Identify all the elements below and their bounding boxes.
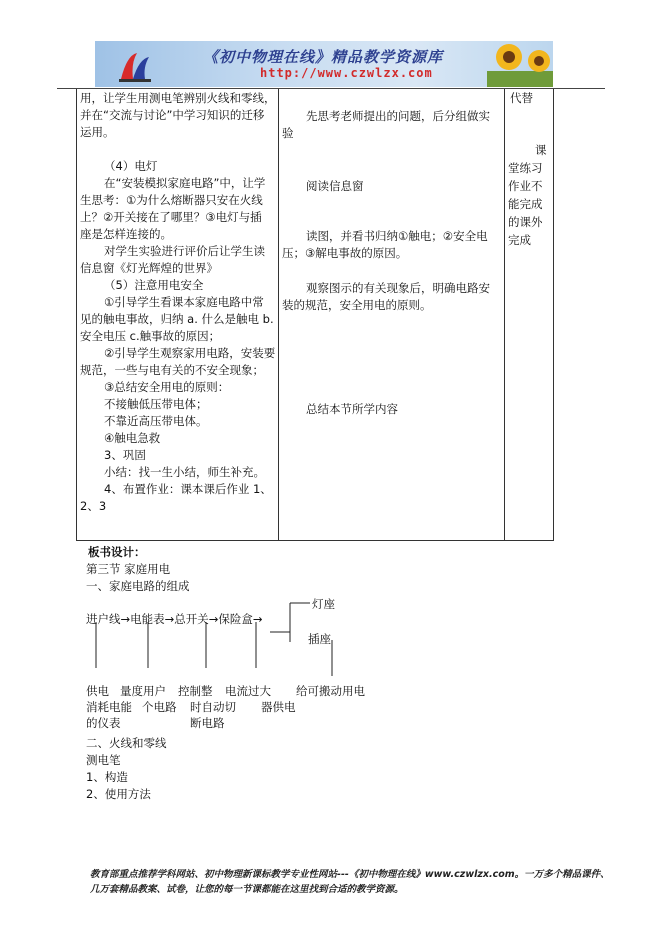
text-line: 2、3 [80, 499, 107, 513]
desc-line: 量度用户 [120, 684, 166, 698]
teacher-activity-cell [80, 90, 276, 515]
blank-line [80, 141, 276, 158]
text-line: 生思考：①为什么熔断器只安在火线 [80, 193, 263, 207]
footer-line: 几万套精品教案、试卷，让您的每一节课都能在这里找到合适的教学资源。 [90, 884, 404, 895]
text-line: 读图，并看书归纳①触电；②安全电 [306, 229, 488, 243]
desc-line: 个电路 [142, 700, 177, 714]
text-line: （5）注意用电安全 [104, 278, 204, 292]
text-line: ③总结安全用电的原则： [104, 380, 230, 394]
text-line: 不靠近高压带电体。 [104, 414, 208, 428]
text-line: 课 [535, 143, 547, 157]
text-line: 上？②开关接在了哪里？③电灯与插 [80, 210, 262, 224]
text-line: 运用。 [80, 125, 115, 139]
part2-heading: 二、火线和零线 [86, 736, 167, 750]
table-border-col2 [278, 89, 279, 541]
text-line: 先思考老师提出的问题，后分组做实 [306, 109, 490, 123]
desc-line: 断电路 [190, 716, 225, 730]
text-line: 3、巩固 [104, 448, 146, 462]
branch-lamp-socket: 灯座 [312, 597, 335, 611]
text-line: 作业不 [508, 179, 543, 193]
desc-line: 给可搬动用电 [296, 684, 365, 698]
text-line: 并在“交流与讨论”中学习知识的迁移 [80, 108, 265, 122]
header-divider [57, 88, 605, 89]
text-line: 阅读信息窗 [306, 179, 364, 193]
text-line: ②引导学生观察家用电路，安装要 [104, 346, 276, 360]
text-line: 在“安装模拟家庭电路”中，让学 [104, 176, 266, 190]
text-line: 见的触电事故，归纳 a. 什么是触电 b. [80, 312, 274, 326]
desc-line: 器供电 [261, 700, 296, 714]
text-line: 对学生实验进行评价后让学生读 [104, 244, 265, 258]
part1-heading: 一、家庭电路的组成 [86, 579, 190, 593]
table-border-col3 [504, 89, 505, 541]
text-line: 不接触低压带电体； [104, 397, 208, 411]
text-line: 的课外 [508, 215, 543, 229]
section-title: 第三节 家庭用电 [86, 562, 171, 576]
page-footer [90, 867, 610, 897]
desc-portable [296, 683, 365, 699]
banner-title: 《初中物理在线》精品教学资源库 [203, 48, 444, 66]
site-logo-icon [117, 49, 153, 83]
footer-line: 教育部重点推荐学科网站、初中物理新课标教学专业性网站---《初中物理在线》www.czwlzx.com。一万多个精品课件、 [90, 869, 610, 880]
text-line: （4）电灯 [104, 159, 158, 173]
desc-line: 供电 [86, 684, 109, 698]
text-line: 完成 [508, 233, 531, 247]
text-line: 总结本节所学内容 [306, 402, 398, 416]
banner-url: http://www.czwlzx.com [260, 66, 433, 80]
table-border-right [553, 89, 554, 541]
text-line: 验 [282, 126, 294, 140]
text-line: 4、布置作业：课本课后作业 1、 [104, 482, 272, 496]
text-line: ④触电急救 [104, 431, 161, 445]
desc-line: 的仪表 [86, 716, 121, 730]
text-line: 小结：找一生小结，师生补充。 [104, 465, 265, 479]
text-line: 座是怎样连接的。 [80, 227, 172, 241]
text-line: 装的规范，安全用电的原则。 [282, 298, 432, 312]
text-line: 规范，一些与电有关的不安全现象； [80, 363, 264, 377]
text-line: 能完成 [508, 197, 543, 211]
circuit-diagram-lines [80, 596, 360, 686]
text-line: 信息窗《灯光辉煌的世界》 [80, 261, 218, 275]
text-line: 安全电压 c.触事故的原因； [80, 329, 221, 343]
board-heading: 板书设计： [88, 545, 146, 559]
usage-item: 2、使用方法 [86, 787, 151, 801]
sunflower-icon [487, 41, 553, 87]
circuit-chain: 进户线→电能表→总开关→保险盒→ [86, 612, 263, 626]
desc-measure [120, 683, 177, 715]
text-line: 堂练习 [508, 161, 543, 175]
text-line: ①引导学生看课本家庭电路中常 [104, 295, 264, 309]
structure-item: 1、构造 [86, 770, 128, 784]
text-line: 代替 [510, 91, 533, 105]
desc-line: 消耗电能 [86, 700, 132, 714]
text-line: 压；③解电事故的原因。 [282, 246, 408, 260]
header-banner [95, 41, 553, 87]
text-line: 用，让学生用测电笔辨别火线和零线， [80, 91, 276, 105]
desc-line: 控制整 [178, 684, 213, 698]
desc-line: 时自动切 [190, 700, 236, 714]
branch-outlet: 插座 [308, 632, 331, 646]
test-pen-heading: 测电笔 [86, 753, 121, 767]
table-border-left [76, 89, 77, 541]
desc-overcurrent [225, 683, 296, 715]
desc-line: 电流过大 [225, 684, 271, 698]
text-line: 观察图示的有关现象后，明确电路安 [306, 281, 490, 295]
table-border-bottom [76, 540, 554, 541]
